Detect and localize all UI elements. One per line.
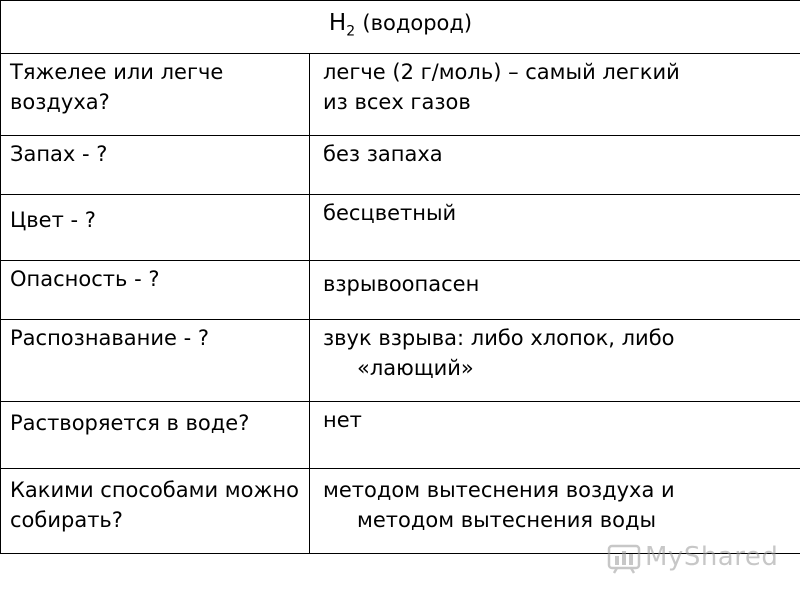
table-row <box>1 195 800 261</box>
title-subscript: 2 <box>346 23 356 40</box>
answer-line: методом вытеснения воды <box>357 508 657 532</box>
table-row <box>1 261 800 320</box>
title-formula: H <box>328 9 347 36</box>
table-row <box>1 54 800 136</box>
answer-cell <box>310 320 800 402</box>
answer-line: нет <box>323 408 362 432</box>
table-row <box>1 320 800 402</box>
answer-line: из всех газов <box>323 90 471 114</box>
question-cell: Опасность - ? <box>1 261 310 320</box>
table-row <box>1 402 800 469</box>
answer-cell <box>310 195 800 261</box>
bar-chart-icon <box>607 540 641 574</box>
answer-cell <box>310 261 800 320</box>
question-cell: Запах - ? <box>1 136 310 195</box>
answer-cell <box>310 402 800 469</box>
question-cell: Распознавание - ? <box>1 320 310 402</box>
answer-line: «лающий» <box>357 356 474 380</box>
question-cell: Какими способами можно собирать? <box>1 469 310 554</box>
question-cell: Цвет - ? <box>1 195 310 261</box>
question-cell: Растворяется в воде? <box>1 402 310 469</box>
table-title-row <box>1 1 800 54</box>
question-cell: Тяжелее или легче воздуха? <box>1 54 310 136</box>
table-title <box>1 1 800 54</box>
answer-line: взрывоопасен <box>323 272 480 296</box>
table-row <box>1 136 800 195</box>
answer-cell <box>310 136 800 195</box>
answer-cell <box>310 54 800 136</box>
watermark-text: MyShared <box>645 542 779 572</box>
title-name: (водород) <box>362 10 473 35</box>
answer-line: методом вытеснения воздуха и <box>323 478 675 502</box>
answer-line: звук взрыва: либо хлопок, либо <box>323 326 675 350</box>
answer-line: легче (2 г/моль) – самый легкий <box>323 60 680 84</box>
answer-line: бесцветный <box>323 201 457 225</box>
watermark <box>607 537 778 577</box>
answer-line: без запаха <box>323 142 443 166</box>
